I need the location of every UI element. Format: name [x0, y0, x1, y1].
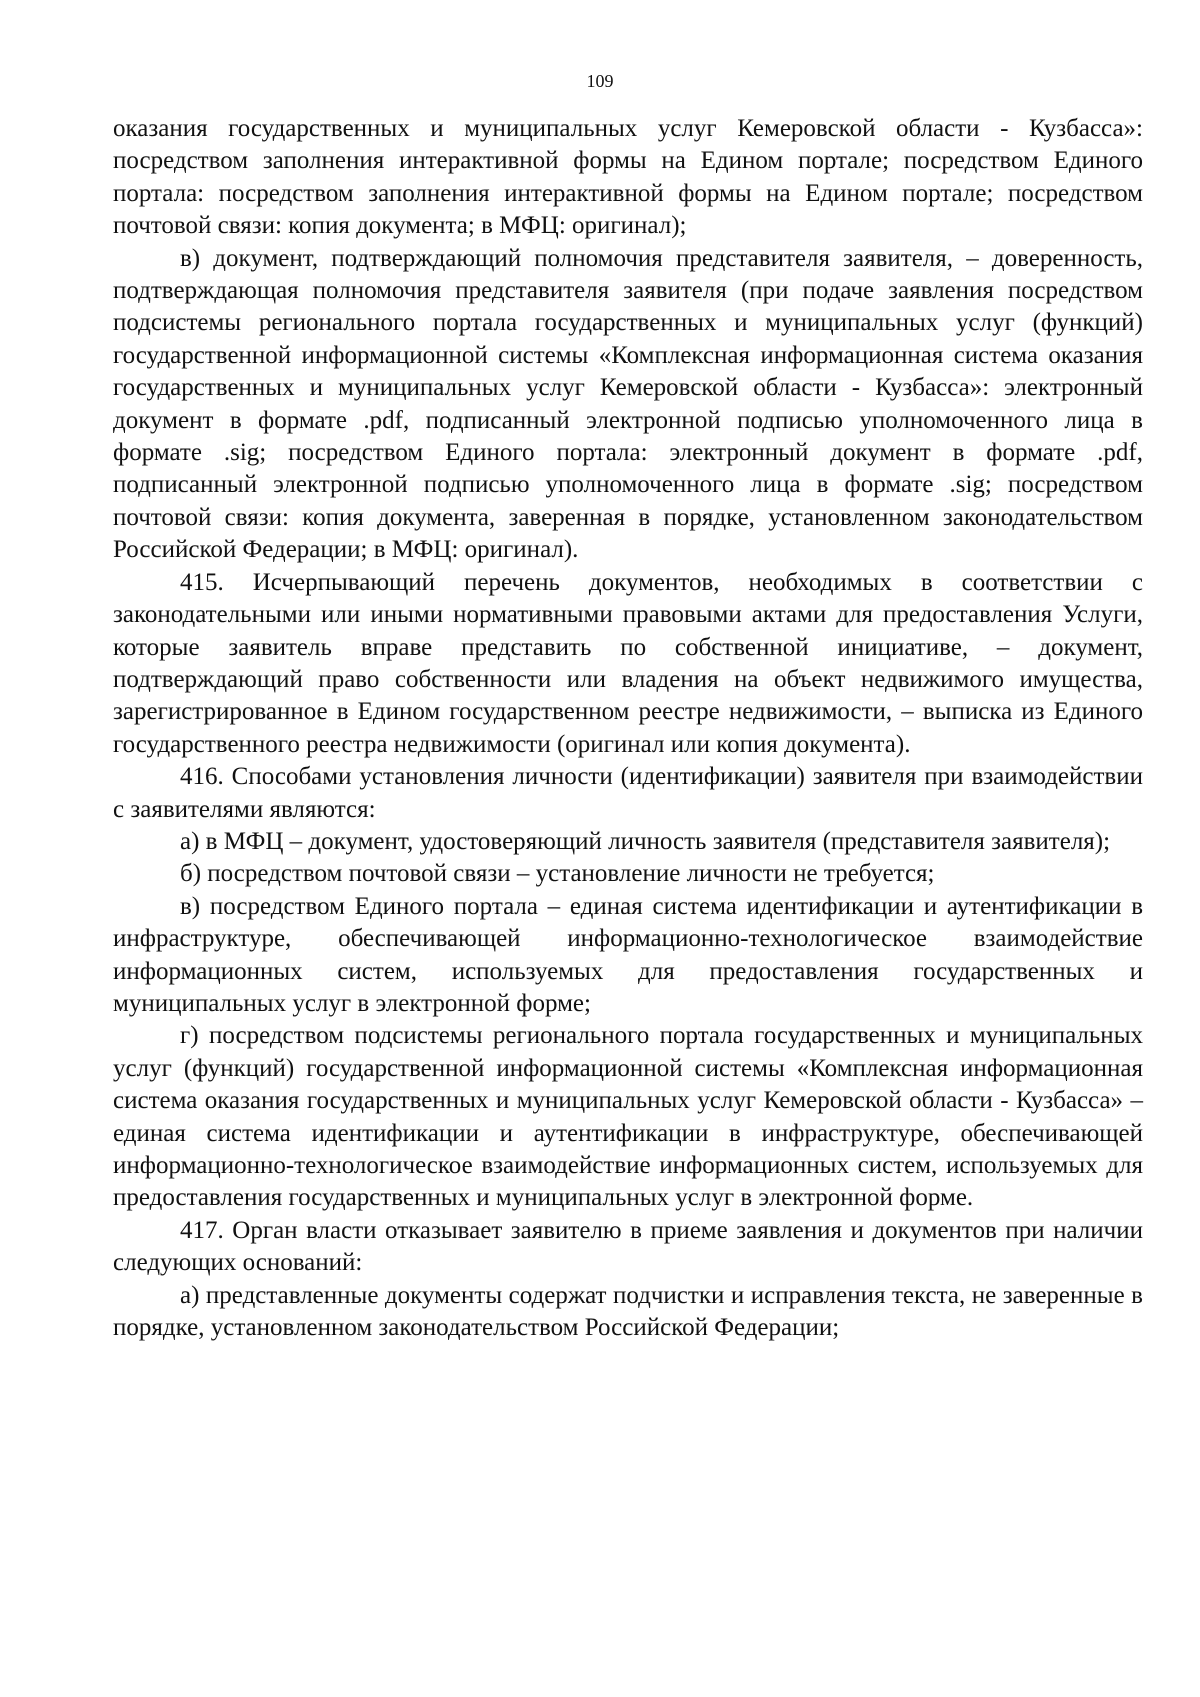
paragraph-415: 415. Исчерпывающий перечень документов, необходимых в соответствии с законодательными или иными нормативными правовыми актами для предоставления Услуги, которые заявитель вправе представить по собственной инициативе, – документ, подтверждающий право собственности или владения на объект недвижимого имущества, зарегистрированное в Едином государственном реестре недвижимости, – выписка из Единого государственного реестра недвижимости (оригинал или копия документа). [113, 568, 1143, 758]
document-body [113, 113, 1143, 1344]
page-number: 109 [586, 71, 614, 91]
paragraph-416-b: б) посредством почтовой связи – установление личности не требуется; [180, 860, 935, 888]
paragraph-416-a: а) в МФЦ – документ, удостоверяющий личность заявителя (представителя заявителя); [180, 827, 1111, 855]
paragraph-417-a: а) представленные документы содержат подчистки и исправления текста, не заверенные в порядке, установленном законодательством Российской Федерации; [113, 1281, 1143, 1342]
paragraph-item-v-power-of-attorney: в) документ, подтверждающий полномочия представителя заявителя, – доверенность, подтверждающая полномочия представителя заявителя (при подаче заявления посредством подсистемы регионального портала государственных и муниципальных услуг (функций) государственной информационной системы «Комплексная информационная система оказания государственных и муниципальных услуг Кемеровской области - Кузбасса»: электронный документ в формате .pdf, подписанный электронной подписью уполномоченного лица в формате .sig; посредством Единого портала: электронный документ в формате .pdf, подписанный электронной подписью уполномоченного лица в формате .sig; посредством почтовой связи: копия документа, заверенная в порядке, установленном законодательством Российской Федерации; в МФЦ: оригинал). [113, 244, 1143, 564]
paragraph-416-v: в) посредством Единого портала – единая система идентификации и аутентификации в инфраструктуре, обеспечивающей информационно-технологическое взаимодействие информационных систем, используемых для предоставления государственных и муниципальных услуг в электронной форме; [113, 892, 1143, 1017]
paragraph-416: 416. Способами установления личности (идентификации) заявителя при взаимодействии с заявителями являются: [113, 763, 1143, 823]
paragraph-416-g: г) посредством подсистемы регионального портала государственных и муниципальных услуг (функций) государственной информационной системы «Комплексная информационная система оказания государственных и муниципальных услуг Кемеровской области - Кузбасса» – единая система идентификации и аутентификации в инфраструктуре, обеспечивающей информационно-технологическое взаимодействие информационных систем, используемых для предоставления государственных и муниципальных услуг в электронной форме. [113, 1022, 1143, 1212]
paragraph-continuation: оказания государственных и муниципальных услуг Кемеровской области - Кузбасса»: посредством заполнения интерактивной формы на Едином портале; посредством Единого портала: посредством заполнения интерактивной формы на Едином портале; посредством почтовой связи: копия документа; в МФЦ: оригинал); [113, 115, 1143, 240]
paragraph-417: 417. Орган власти отказывает заявителю в приеме заявления и документов при наличии следующих оснований: [113, 1216, 1143, 1277]
